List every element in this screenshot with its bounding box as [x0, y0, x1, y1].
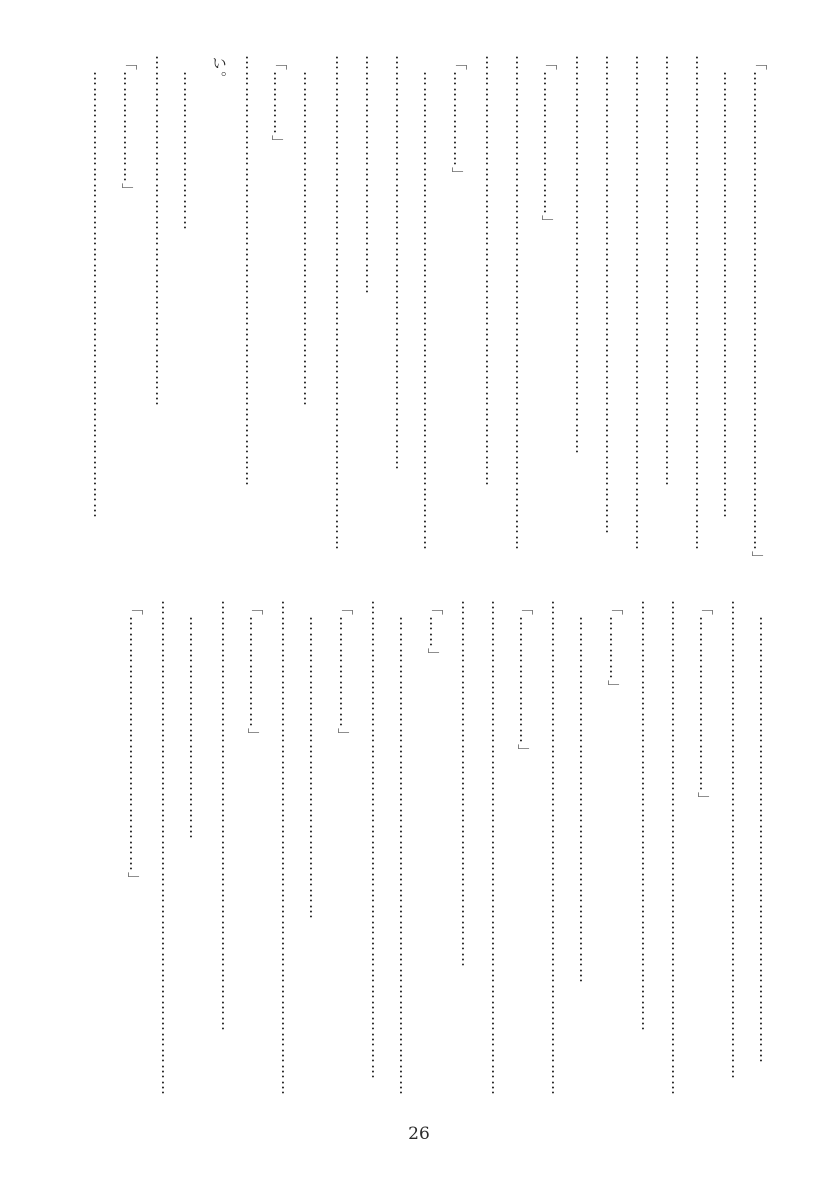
- text-column: ……………………………………………………………: [576, 600, 594, 984]
- text-column: 「……」: [426, 600, 444, 664]
- text-column: ………………………………………………………………………………: [396, 600, 414, 1096]
- text-column: 「………………………」: [540, 55, 558, 231]
- text-column: ……………………………………………………………………: [392, 55, 410, 471]
- text-column: 「…………」: [606, 600, 624, 696]
- text-column: …………………………………………………………: [152, 55, 170, 407]
- text-column: …………………………………………………………………………: [756, 600, 774, 1064]
- text-column: …………………………………………………………………………………: [548, 600, 566, 1096]
- text-column: 「…………………」: [120, 55, 138, 199]
- text-column: …………………………………………………………………………………: [692, 55, 710, 551]
- text-block-bottom: [116, 600, 776, 1140]
- text-column: ………………………………………………………: [300, 55, 318, 407]
- text-column: …………………………………………………………………………………: [278, 600, 296, 1096]
- text-column: ………………………………………………………………………: [218, 600, 236, 1032]
- text-column: ………………………………………………………………………: [242, 55, 260, 487]
- text-column: …………………………………………………………………………………: [488, 600, 506, 1096]
- text-column: ………………………………………………………………………: [662, 55, 680, 487]
- text-column: 「……………………」: [516, 600, 534, 760]
- text-column: ……………………………………: [186, 600, 204, 840]
- text-column: …………………………: [180, 55, 198, 231]
- text-column: …………………………………………………………………: [572, 55, 590, 455]
- text-column: 「…………………」: [336, 600, 354, 744]
- text-column: …………………………………………………………………………: [90, 55, 108, 519]
- text-column: ………………………………………………………………………………: [420, 55, 438, 551]
- text-column: 「………………」: [450, 55, 468, 183]
- text-column: ………………………………………………………………………: [638, 600, 656, 1032]
- text-column: 「…………………」: [246, 600, 264, 744]
- text-column: …………………………………………………: [306, 600, 324, 920]
- text-column: 「……………………………」: [696, 600, 714, 808]
- text-column: ………………………………………: [362, 55, 380, 295]
- text-block-top: [80, 55, 770, 590]
- page-number: 26: [408, 1124, 430, 1144]
- text-column: 「…………………………………………」: [126, 600, 144, 888]
- text-column: ………………………………………………………………………………: [602, 55, 620, 535]
- text-column: ………………………………………………………………………………: [728, 600, 746, 1080]
- text-column: …………………………………………………………………………………: [158, 600, 176, 1096]
- text-column: …………………………………………………………………………………: [332, 55, 350, 551]
- text-column: い。: [210, 55, 228, 87]
- text-column: ………………………………………………………………………: [482, 55, 500, 487]
- text-column: 「…………」: [270, 55, 288, 151]
- text-column: ……………………………………………………………: [458, 600, 476, 968]
- text-column: 「………………………………………………………………………………」: [750, 55, 768, 567]
- text-column: ………………………………………………………………………………: [368, 600, 386, 1080]
- text-column: …………………………………………………………………………: [720, 55, 738, 519]
- text-column: …………………………………………………………………………………: [632, 55, 650, 551]
- text-column: …………………………………………………………………………………: [512, 55, 530, 551]
- text-column: …………………………………………………………………………………: [668, 600, 686, 1096]
